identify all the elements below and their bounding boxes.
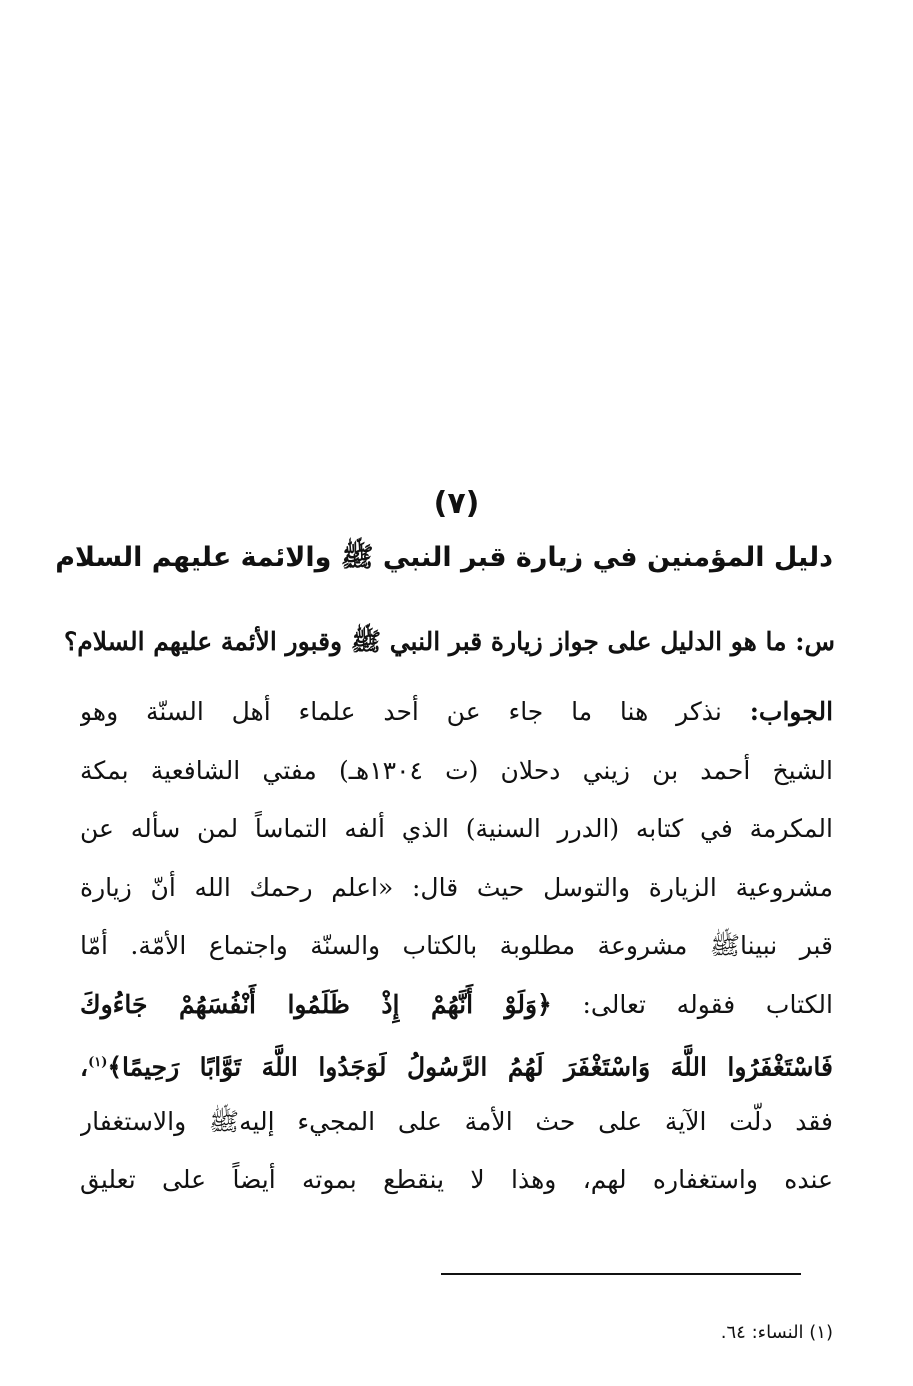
footnote-marker: (١) xyxy=(88,1055,108,1070)
text-line: المكرمة في كتابه (الدرر السنية) الذي ألفه التماساً لمن سأله عن xyxy=(80,814,833,843)
quran-verse: ﴿وَلَوْ أَنَّهُمْ إِذْ ظَلَمُوا أَنْفُسَهُمْ جَاءُوكَ xyxy=(80,989,552,1019)
answer-label: الجواب: xyxy=(749,697,833,726)
text-line xyxy=(80,976,833,1035)
text-line: قبر نبيناﷺ مشروعة مطلوبة بالكتاب والسنّة واجتماع الأمّة. أمّا xyxy=(80,931,833,960)
text-line: مشروعية الزيارة والتوسل حيث قال: «اعلم رحمك الله أنّ زيارة xyxy=(80,872,833,902)
footnote-divider xyxy=(441,1273,801,1275)
text-line: عنده واستغفاره لهم، وهذا لا ينقطع بموته أيضاً على تعليق xyxy=(80,1165,833,1194)
chapter-title: دليل المؤمنين في زيارة قبر النبي ﷺ والائمة عليهم السلام xyxy=(55,542,833,573)
text-line xyxy=(80,1034,833,1093)
question-text: س: ما هو الدليل على جواز زيارة قبر النبي ﷺ وقبور الأئمة عليهم السلام؟ xyxy=(64,627,835,656)
quran-verse: فَاسْتَغْفَرُوا اللَّهَ وَاسْتَغْفَرَ لَهُمُ الرَّسُولُ لَوَجَدُوا اللَّهَ تَوَّابًا رَحِيمًا﴾ xyxy=(107,1052,833,1082)
line-text: نذكر هنا ما جاء عن أحد علماء أهل السنّة وهو xyxy=(80,697,722,726)
text-line xyxy=(80,683,833,742)
line-text: الكتاب فقوله تعالى: xyxy=(582,989,833,1019)
text-line: فقد دلّت الآية على حث الأمة على المجيء إليهﷺ والاستغفار xyxy=(80,1106,833,1136)
text-line: الشيخ أحمد بن زيني دحلان (ت ١٣٠٤هـ) مفتي الشافعية بمكة xyxy=(80,755,833,785)
chapter-number: (٧) xyxy=(433,486,480,521)
answer-body xyxy=(80,683,833,1210)
footnote: (١) النساء: ٦٤. xyxy=(720,1322,833,1343)
punctuation: ، xyxy=(80,1052,89,1082)
